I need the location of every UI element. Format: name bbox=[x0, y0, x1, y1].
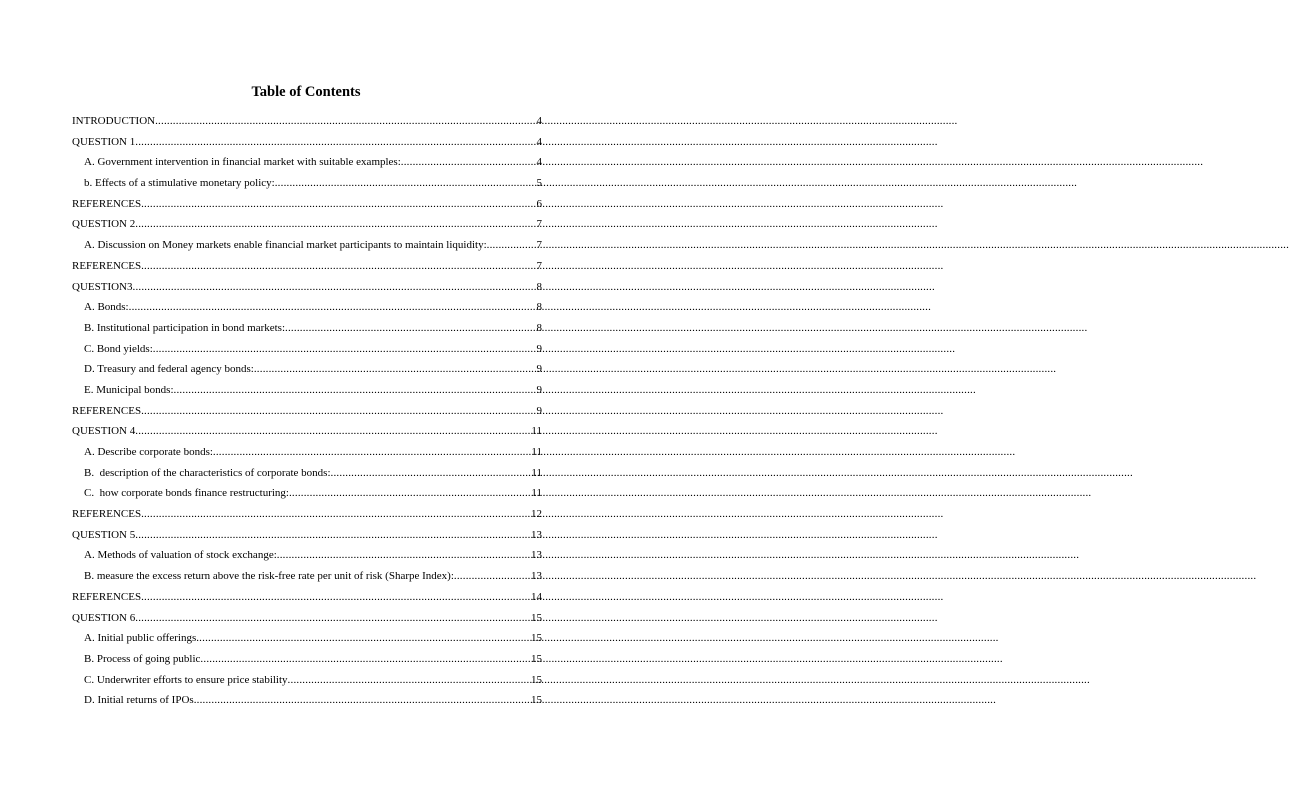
toc-entry-page-number: 15 bbox=[531, 673, 542, 686]
toc-dot-leader bbox=[200, 649, 531, 670]
toc-dot-leader bbox=[141, 194, 536, 215]
toc-entry-label: B. measure the excess return above the risk-free rate per unit of risk (Sharpe Index): bbox=[84, 570, 454, 583]
toc-entry-label: A. Initial public offerings bbox=[84, 632, 197, 645]
toc-entry-label: D. Treasury and federal agency bonds: bbox=[84, 363, 254, 376]
toc-entry[interactable] bbox=[72, 111, 542, 132]
toc-entry-page-number: 8 bbox=[536, 301, 542, 314]
toc-entry[interactable] bbox=[72, 194, 542, 215]
toc-entry-page-number: 14 bbox=[531, 590, 542, 603]
toc-entry[interactable] bbox=[72, 649, 542, 670]
toc-entry-page-number: 6 bbox=[536, 197, 542, 210]
toc-entry[interactable] bbox=[72, 525, 542, 546]
toc-dot-leader bbox=[135, 132, 536, 153]
toc-entry-label: A. Discussion on Money markets enable financial market participants to maintain liquidity: bbox=[84, 239, 487, 252]
document-page bbox=[0, 0, 612, 792]
toc-entry[interactable] bbox=[72, 545, 542, 566]
toc-entry[interactable] bbox=[72, 359, 542, 380]
toc-entry-page-number: 11 bbox=[531, 446, 542, 458]
toc-entry[interactable] bbox=[72, 152, 542, 173]
toc-entry-label: b. Effects of a stimulative monetary policy: bbox=[84, 177, 275, 190]
toc-entry-page-number: 9 bbox=[536, 404, 542, 417]
toc-entry-page-number: 7 bbox=[536, 259, 542, 272]
toc-entry[interactable] bbox=[72, 380, 542, 401]
toc-entry-page-number: 15 bbox=[531, 611, 542, 624]
toc-entry-page-number: 9 bbox=[536, 342, 542, 355]
toc-dot-leader bbox=[135, 214, 536, 235]
toc-dot-leader bbox=[174, 380, 537, 401]
toc-entry[interactable] bbox=[72, 256, 542, 277]
toc-entry-page-number: 11 bbox=[531, 487, 542, 500]
toc-entry-label: REFERENCES bbox=[72, 404, 142, 417]
toc-entry[interactable] bbox=[72, 463, 542, 484]
toc-entry-label: QUESTION 5 bbox=[72, 528, 136, 541]
toc-entry[interactable] bbox=[72, 608, 542, 629]
toc-dot-leader bbox=[454, 566, 531, 587]
toc-entry-label: E. Municipal bonds: bbox=[84, 383, 174, 396]
toc-entry[interactable] bbox=[72, 277, 542, 298]
toc-entry-label: REFERENCES bbox=[72, 197, 142, 210]
toc-entry[interactable] bbox=[72, 401, 542, 422]
toc-dot-leader bbox=[141, 256, 536, 277]
toc-entry-page-number: 8 bbox=[536, 321, 542, 334]
toc-entry[interactable] bbox=[72, 132, 542, 153]
toc-dot-leader bbox=[254, 359, 537, 380]
toc-dot-leader bbox=[133, 277, 537, 298]
toc-entry[interactable] bbox=[72, 690, 542, 711]
toc-entry[interactable] bbox=[72, 339, 542, 360]
toc-dot-leader bbox=[153, 339, 537, 360]
toc-entry-page-number: 15 bbox=[531, 694, 542, 707]
toc-entry-label: REFERENCES bbox=[72, 259, 142, 272]
toc-entry[interactable] bbox=[72, 318, 542, 339]
toc-entry-label: B. Institutional participation in bond markets: bbox=[84, 321, 286, 334]
toc-entry[interactable] bbox=[72, 483, 542, 504]
toc-entry-label: REFERENCES bbox=[72, 508, 142, 521]
toc-dot-leader bbox=[129, 297, 537, 318]
toc-entry-page-number: 4 bbox=[536, 115, 542, 127]
toc-dot-leader bbox=[196, 628, 531, 649]
toc-entry[interactable] bbox=[72, 670, 542, 691]
toc-entry-page-number: 4 bbox=[536, 156, 542, 169]
toc-entry[interactable] bbox=[72, 421, 542, 442]
toc-dot-leader bbox=[194, 690, 531, 711]
toc-dot-leader bbox=[135, 421, 531, 442]
toc-entry-page-number: 15 bbox=[531, 652, 542, 665]
toc-entry-label: QUESTION 4 bbox=[72, 425, 136, 438]
toc-entry-page-number: 5 bbox=[536, 177, 542, 190]
toc-dot-leader bbox=[213, 442, 532, 463]
toc-entry-label: A. Describe corporate bonds: bbox=[84, 446, 213, 458]
toc-dot-leader bbox=[155, 111, 536, 132]
toc-entry-page-number: 13 bbox=[531, 528, 542, 541]
toc-entry-page-number: 7 bbox=[536, 218, 542, 231]
toc-entry-label: C. Underwriter efforts to ensure price stability bbox=[84, 673, 288, 686]
toc-entry[interactable] bbox=[72, 297, 542, 318]
toc-dot-leader bbox=[487, 235, 537, 256]
toc-dot-leader bbox=[141, 401, 536, 422]
toc-entry-page-number: 13 bbox=[531, 570, 542, 583]
toc-entry-label: QUESTION 6 bbox=[72, 611, 136, 624]
toc-entry-label: A. Methods of valuation of stock exchange: bbox=[84, 549, 277, 562]
table-of-contents-list bbox=[72, 111, 542, 711]
toc-dot-leader bbox=[285, 318, 536, 339]
toc-entry[interactable] bbox=[72, 504, 542, 525]
toc-entry-page-number: 15 bbox=[531, 632, 542, 645]
toc-entry-label: B. description of the characteristics of corporate bonds: bbox=[84, 466, 331, 479]
toc-entry-page-number: 4 bbox=[536, 135, 542, 148]
toc-entry-page-number: 8 bbox=[536, 280, 542, 293]
toc-dot-leader bbox=[401, 152, 537, 173]
toc-dot-leader bbox=[141, 587, 531, 608]
toc-entry[interactable] bbox=[72, 587, 542, 608]
toc-entry-label: D. Initial returns of IPOs bbox=[84, 694, 194, 707]
toc-entry-label: INTRODUCTION bbox=[72, 115, 156, 127]
toc-entry-label: C. Bond yields: bbox=[84, 342, 153, 355]
toc-entry[interactable] bbox=[72, 235, 542, 256]
toc-dot-leader bbox=[288, 670, 531, 691]
toc-entry-label: QUESTION 2 bbox=[72, 218, 136, 231]
toc-dot-leader bbox=[289, 483, 531, 504]
toc-entry-page-number: 7 bbox=[536, 239, 542, 252]
toc-entry[interactable] bbox=[72, 442, 542, 463]
toc-entry-page-number: 11 bbox=[531, 425, 542, 438]
toc-dot-leader bbox=[275, 173, 537, 194]
toc-entry[interactable] bbox=[72, 566, 542, 587]
toc-dot-leader bbox=[135, 525, 531, 546]
toc-dot-leader bbox=[135, 608, 531, 629]
toc-entry-page-number: 11 bbox=[531, 466, 542, 479]
toc-entry-label: A. Government intervention in financial market with suitable examples: bbox=[84, 156, 401, 169]
toc-entry-label: B. Process of going public bbox=[84, 652, 201, 665]
toc-entry-page-number: 12 bbox=[531, 508, 542, 521]
toc-dot-leader bbox=[141, 504, 531, 525]
toc-entry[interactable] bbox=[72, 628, 542, 649]
toc-entry-label: A. Bonds: bbox=[84, 301, 129, 314]
toc-entry-page-number: 9 bbox=[536, 363, 542, 376]
toc-entry-page-number: 13 bbox=[531, 549, 542, 562]
toc-entry-label: REFERENCES bbox=[72, 590, 142, 603]
toc-entry-label: QUESTION 1 bbox=[72, 135, 136, 148]
toc-entry-label: QUESTION3 bbox=[72, 280, 133, 293]
toc-entry-page-number: 9 bbox=[536, 383, 542, 396]
toc-dot-leader bbox=[277, 545, 531, 566]
page-title: Table of Contents bbox=[251, 84, 361, 100]
toc-dot-leader bbox=[331, 463, 532, 484]
toc-entry-label: C. how corporate bonds finance restructuring: bbox=[84, 487, 289, 500]
toc-entry[interactable] bbox=[72, 173, 542, 194]
toc-entry[interactable] bbox=[72, 214, 542, 235]
